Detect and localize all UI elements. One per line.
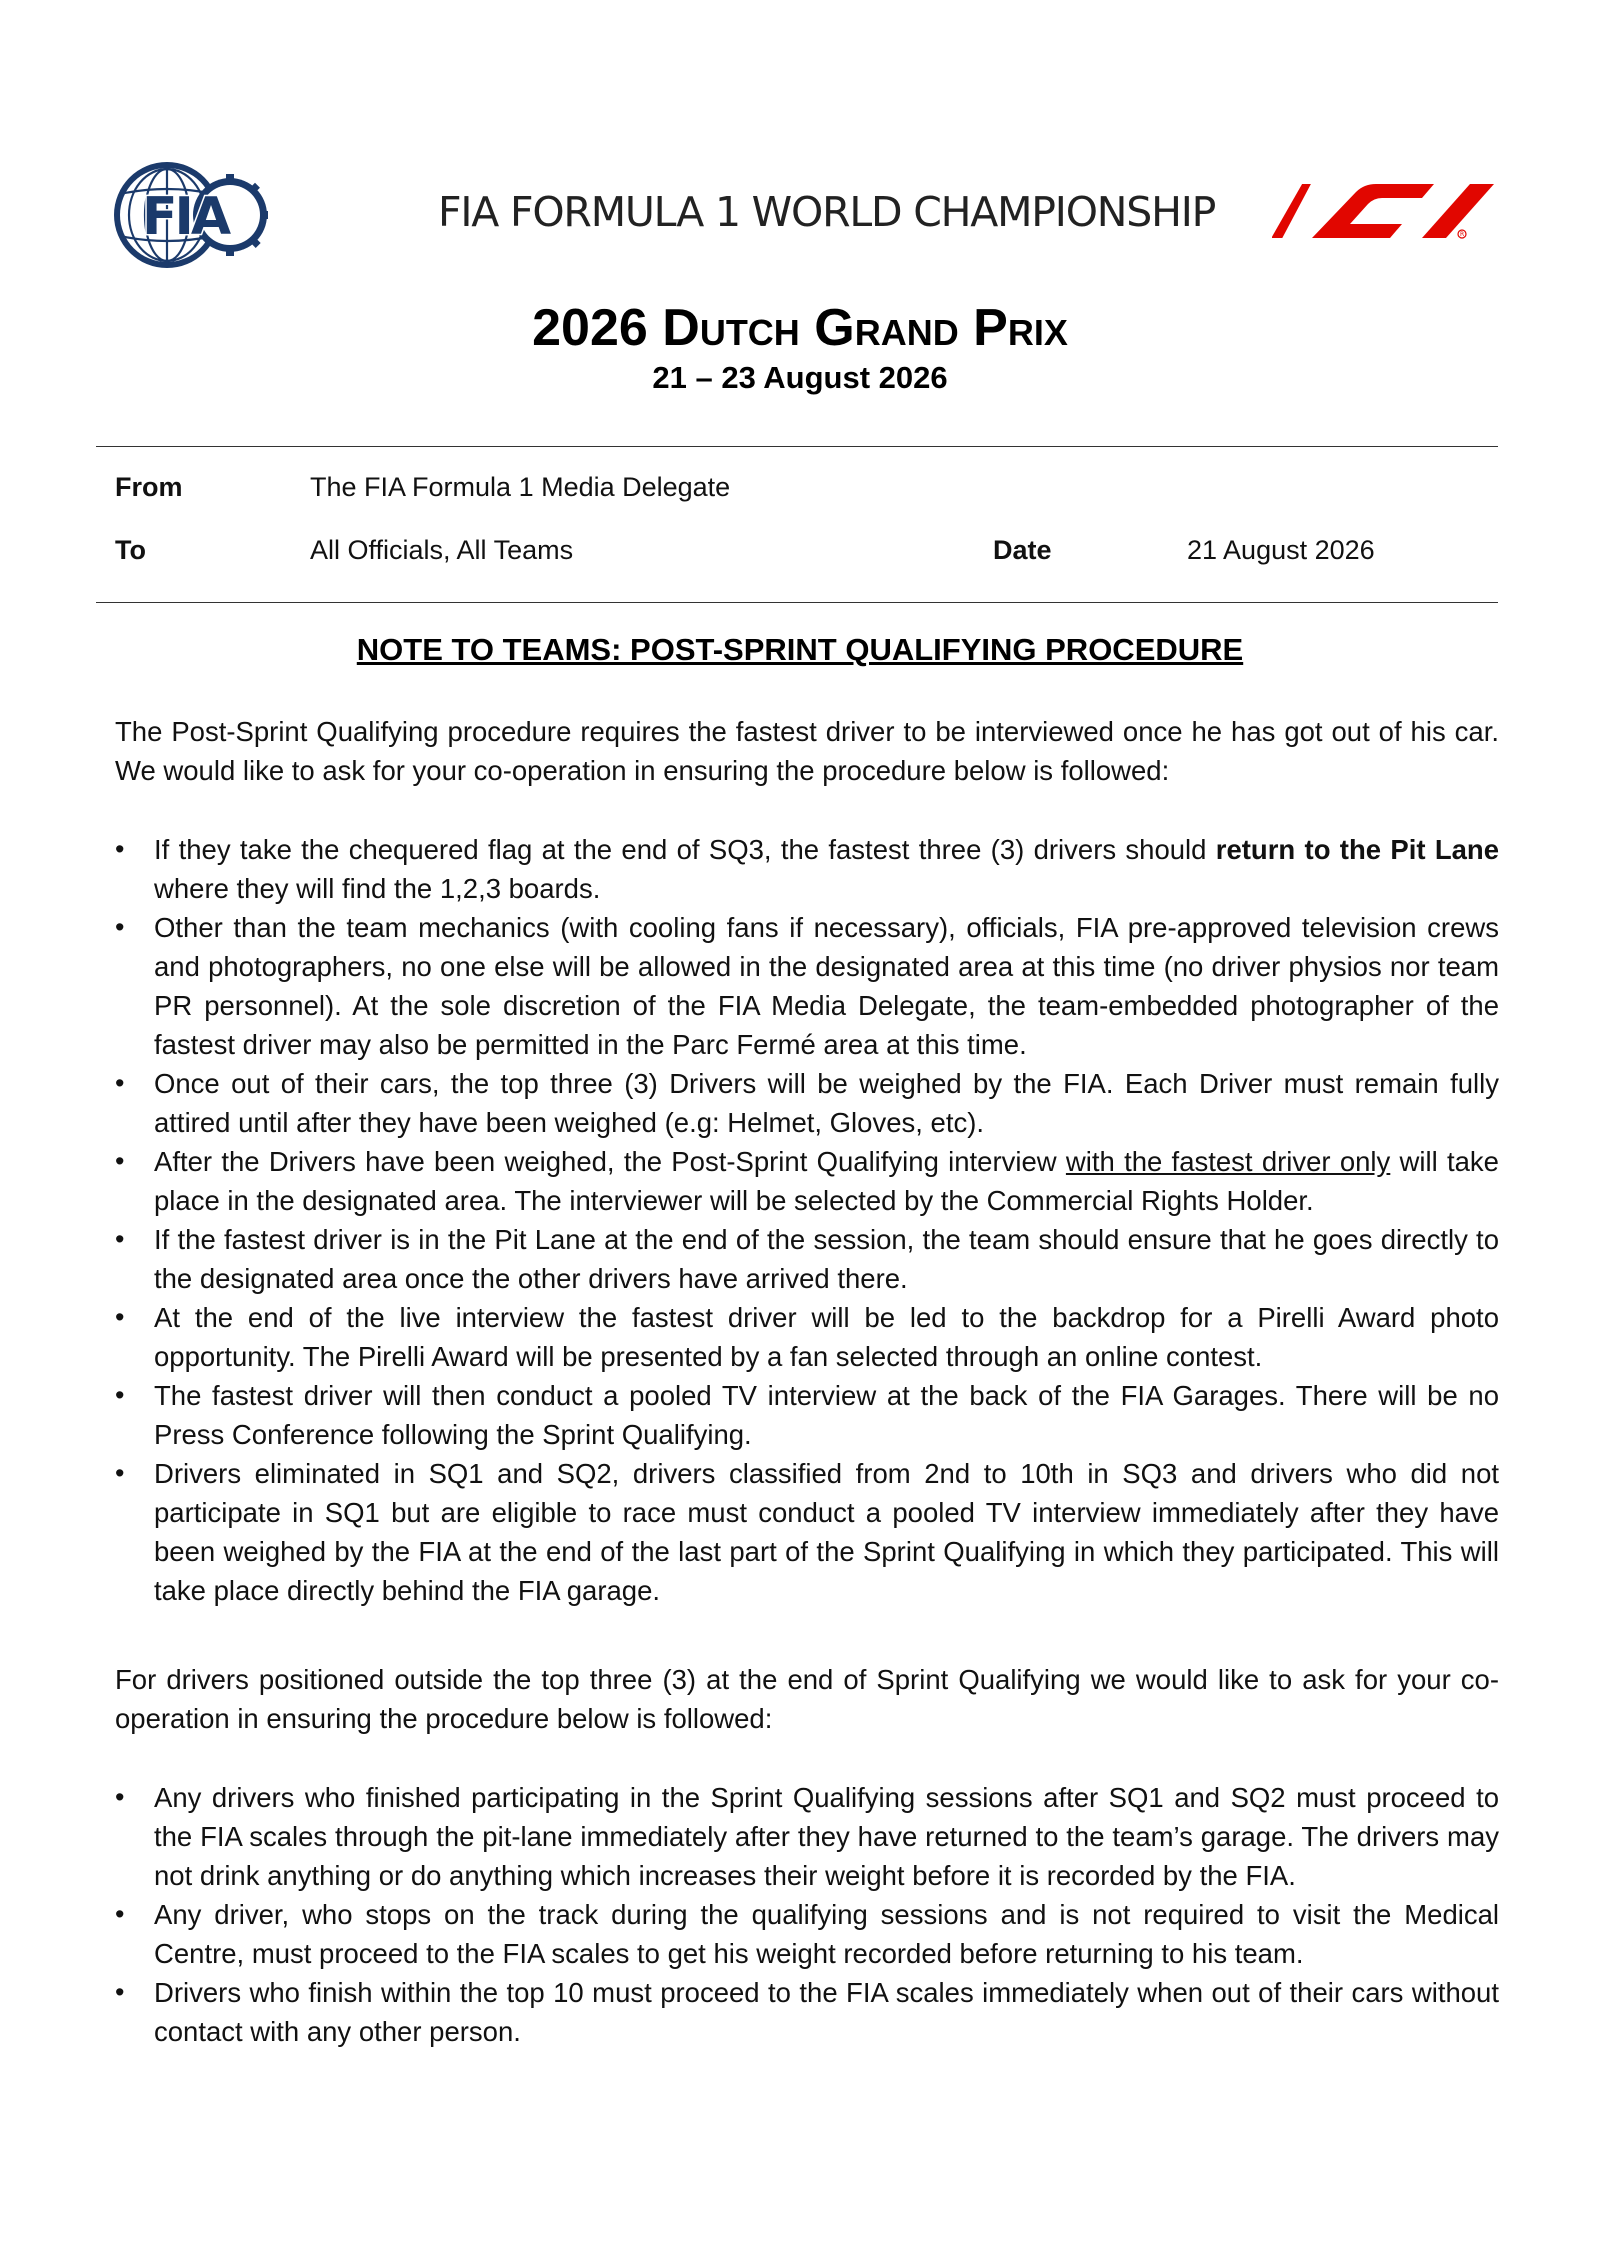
from-value: The FIA Formula 1 Media Delegate: [310, 472, 731, 502]
outside-top-three-list: [115, 1778, 1499, 2051]
list-item: • The fastest driver will then conduct a pooled TV interview at the back of the FIA Garages. There will be no Press Conference following the Sprint Qualifying.: [115, 1376, 1499, 1454]
f1-logo-icon: [1272, 180, 1500, 242]
to-value: All Officials, All Teams: [310, 535, 574, 565]
date-value: 21 August 2026: [1187, 535, 1375, 565]
event-title: [0, 298, 1600, 358]
list-item: • If the fastest driver is in the Pit Lane at the end of the session, the team should ensure that he goes directly to the designated area once the other drivers have arrived there.: [115, 1220, 1499, 1298]
list-item: • Drivers eliminated in SQ1 and SQ2, drivers classified from 2nd to 10th in SQ3 and drivers who did not participate in SQ1 but are eligible to race must conduct a pooled TV interview immediately after they have been weighed by the FIA at the end of the last part of the Sprint Qualifying in which they participated. This will take place directly behind the FIA garage.: [115, 1454, 1499, 1610]
list-item: • Once out of their cars, the top three (3) Drivers will be weighed by the FIA. Each Driver must remain fully attired until after they have been weighed (e.g: Helmet, Gloves, etc).: [115, 1064, 1499, 1142]
event-dates: 21 – 23 August 2026: [652, 360, 948, 395]
list-item: • After the Drivers have been weighed, the Post-Sprint Qualifying interview with the fastest driver only will take place in the designated area. The interviewer will be selected by the Commercial Rights Holder.: [115, 1142, 1499, 1220]
from-label: From: [115, 472, 183, 502]
procedure-list: [115, 830, 1499, 1610]
event-name-word: Dutch: [662, 299, 800, 357]
outside-top-three-paragraph: For drivers positioned outside the top three (3) at the end of Sprint Qualifying we would like to ask for your co-operation in ensuring the procedure below is followed:: [115, 1664, 1499, 1734]
list-item: • Other than the team mechanics (with cooling fans if necessary), officials, FIA pre-approved television crews and photographers, no one else will be allowed in the designated area at this time (no driver physios nor team PR personnel). At the sole discretion of the FIA Media Delegate, the team-embedded photographer of the fastest driver may also be permitted in the Parc Fermé area at this time.: [115, 908, 1499, 1064]
list-item: • At the end of the live interview the fastest driver will be led to the backdrop for a Pirelli Award photo opportunity. The Pirelli Award will be presented by a fan selected through an online contest.: [115, 1298, 1499, 1376]
list-item: • If they take the chequered flag at the end of SQ3, the fastest three (3) drivers should return to the Pit Lane where they will find the 1,2,3 boards.: [115, 830, 1499, 908]
event-name-word: Prix: [973, 299, 1068, 357]
list-item: • Drivers who finish within the top 10 must proceed to the FIA scales immediately when out of their cars without contact with any other person.: [115, 1973, 1499, 2051]
svg-text:R: R: [1460, 231, 1465, 238]
date-label: Date: [993, 535, 1052, 565]
fia-logo-text: FIA: [142, 187, 229, 247]
list-item: • Any driver, who stops on the track during the qualifying sessions and is not required to visit the Medical Centre, must proceed to the FIA scales to get his weight recorded before returning to his team.: [115, 1895, 1499, 1973]
fia-globe-logo-icon: [112, 160, 270, 270]
championship-title: FIA FORMULA 1 WORLD CHAMPIONSHIP: [438, 188, 1216, 236]
event-year: 2026: [532, 299, 648, 357]
intro-paragraph: The Post-Sprint Qualifying procedure requires the fastest driver to be interviewed once he has got out of his car. We would like to ask for your co-operation in ensuring the procedure below is followed:: [115, 716, 1499, 786]
divider-bottom: [96, 602, 1498, 603]
note-title: NOTE TO TEAMS: POST-SPRINT QUALIFYING PROCEDURE: [356, 632, 1244, 667]
to-label: To: [115, 535, 146, 565]
event-name-word: Grand: [814, 299, 959, 357]
list-item: • Any drivers who finished participating in the Sprint Qualifying sessions after SQ1 and SQ2 must proceed to the FIA scales through the pit-lane immediately after they have returned to the team’s garage. The drivers may not drink anything or do anything which increases their weight before it is recorded by the FIA.: [115, 1778, 1499, 1895]
divider-top: [96, 446, 1498, 447]
